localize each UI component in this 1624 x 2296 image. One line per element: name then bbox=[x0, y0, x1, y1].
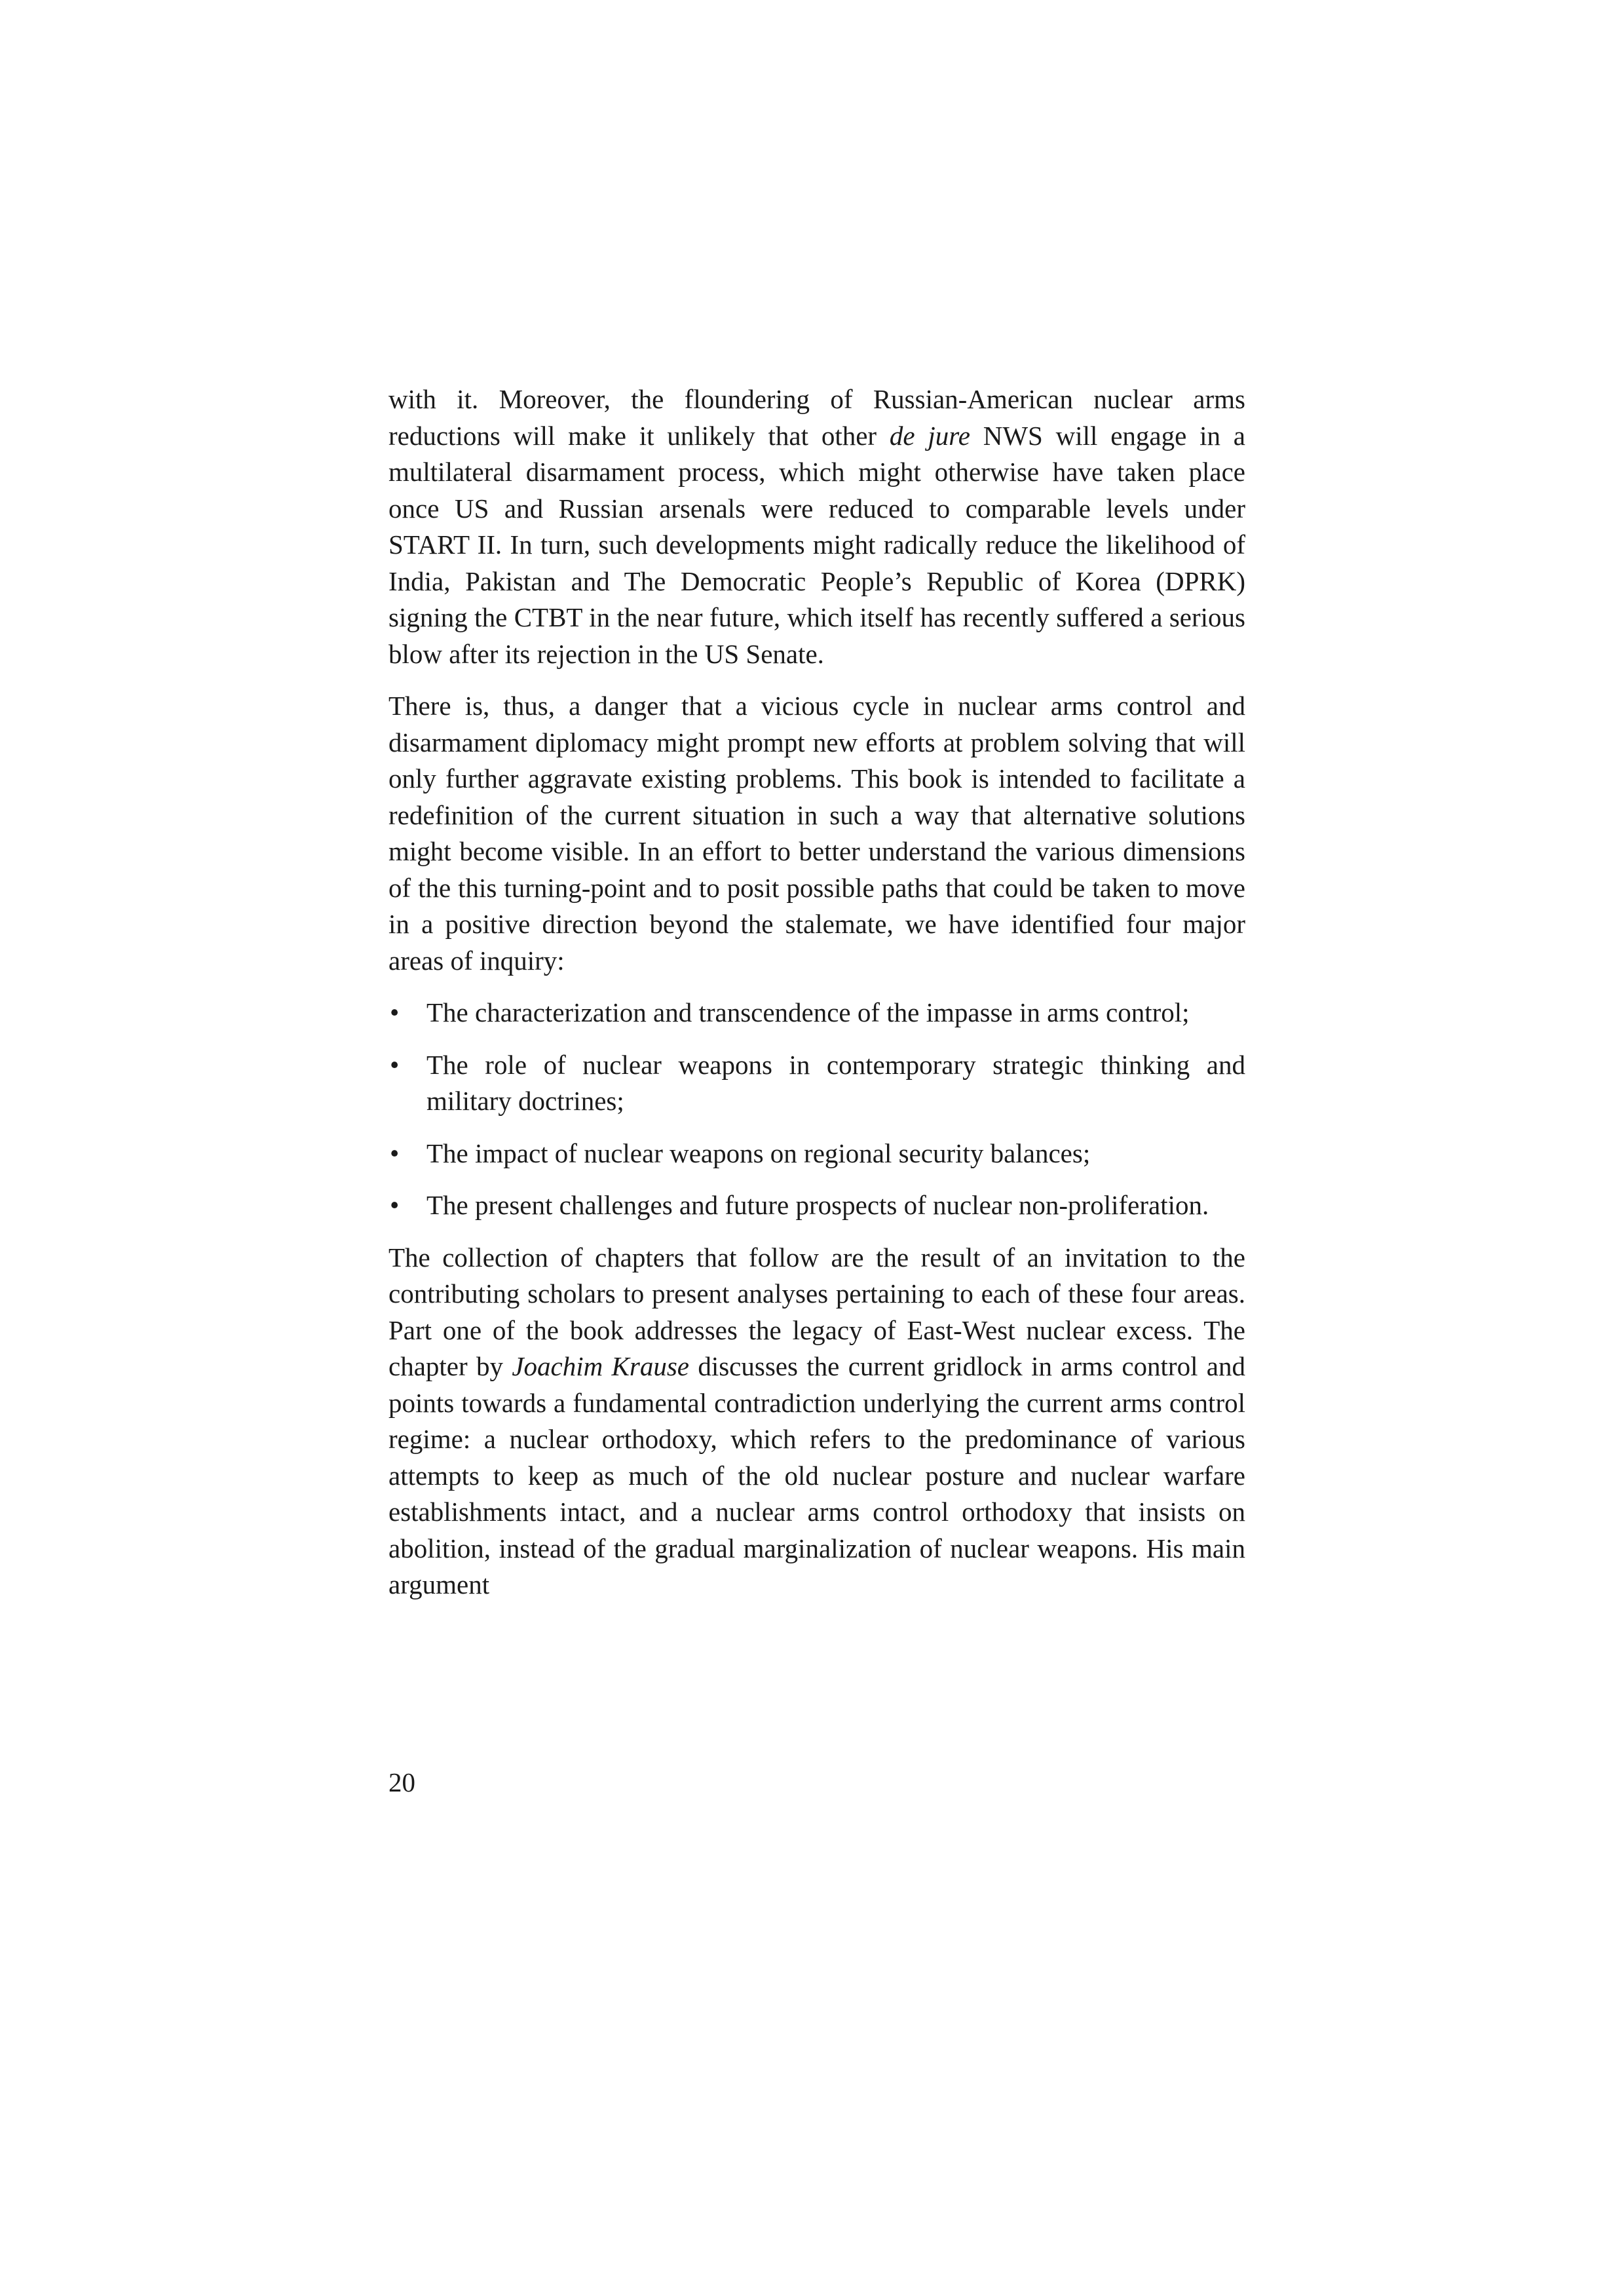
paragraph-3-part-2: discusses the current gridlock in arms control and points towards a fundamental contradiction underlying the current arms control regime: a nuclear orthodoxy, which refers to the predominance of various attempts to keep as much of the old nuclear posture and nuclear warfare establishments intact, and a nuclear arms control orthodoxy that insists on abolition, instead of the gradual marginalization of nuclear weapons. His main argument bbox=[388, 1351, 1245, 1599]
bullet-icon: • bbox=[390, 1138, 400, 1168]
page-number: 20 bbox=[388, 1767, 415, 1797]
paragraph-1 bbox=[388, 381, 1245, 672]
list-item-text: The impact of nuclear weapons on regional security balances; bbox=[426, 1138, 1091, 1168]
bullet-icon: • bbox=[390, 1190, 400, 1220]
paragraph-1-italic-term: de jure bbox=[889, 420, 970, 451]
paragraph-3 bbox=[388, 1240, 1245, 1603]
list-item-text: The characterization and transcendence of the impasse in arms control; bbox=[426, 997, 1190, 1027]
paragraph-1-part-2: NWS will engage in a multilateral disarmament process, which might otherwise have taken place once US and Russian arsenals were reduced to comparable levels under START II. In turn, such developments might radically reduce the likelihood of India, Pakistan and The Democratic People’s Republic of Korea (DPRK) signing the CTBT in the near future, which itself has recently suffered a serious blow after its rejection in the US Senate. bbox=[388, 420, 1245, 669]
paragraph-3-part-1: The collection of chapters that follow are the result of an invitation to the contributing scholars to present analyses pertaining to each of these four areas. Part one of the book addresses the legacy of East-West nuclear excess. The chapter by bbox=[388, 1242, 1245, 1381]
paragraph-1-part-1: with it. Moreover, the floundering of Russian-American nuclear arms reductions will make it unlikely that other bbox=[388, 384, 1245, 451]
body-text bbox=[388, 381, 1245, 1619]
list-item bbox=[388, 995, 1245, 1031]
bullet-icon: • bbox=[390, 997, 400, 1027]
list-item bbox=[388, 1047, 1245, 1120]
inquiry-areas-list bbox=[388, 995, 1245, 1224]
author-name: Joachim Krause bbox=[512, 1351, 689, 1381]
paragraph-2: There is, thus, a danger that a vicious cycle in nuclear arms control and disarmament diplomacy might prompt new efforts at problem solving that will only further aggravate existing problems. This book is intended to facilitate a redefinition of the current situation in such a way that alternative solutions might become visible. In an effort to better understand the various dimensions of the this turning-point and to posit possible paths that could be taken to move in a positive direction beyond the stalemate, we have identified four major areas of inquiry: bbox=[388, 691, 1245, 976]
list-item bbox=[388, 1136, 1245, 1172]
list-item-text: The present challenges and future prospects of nuclear non-proliferation. bbox=[426, 1190, 1209, 1220]
list-item-text: The role of nuclear weapons in contemporary strategic thinking and military doctrines; bbox=[426, 1049, 1245, 1116]
list-item bbox=[388, 1187, 1245, 1224]
bullet-icon: • bbox=[390, 1049, 400, 1080]
